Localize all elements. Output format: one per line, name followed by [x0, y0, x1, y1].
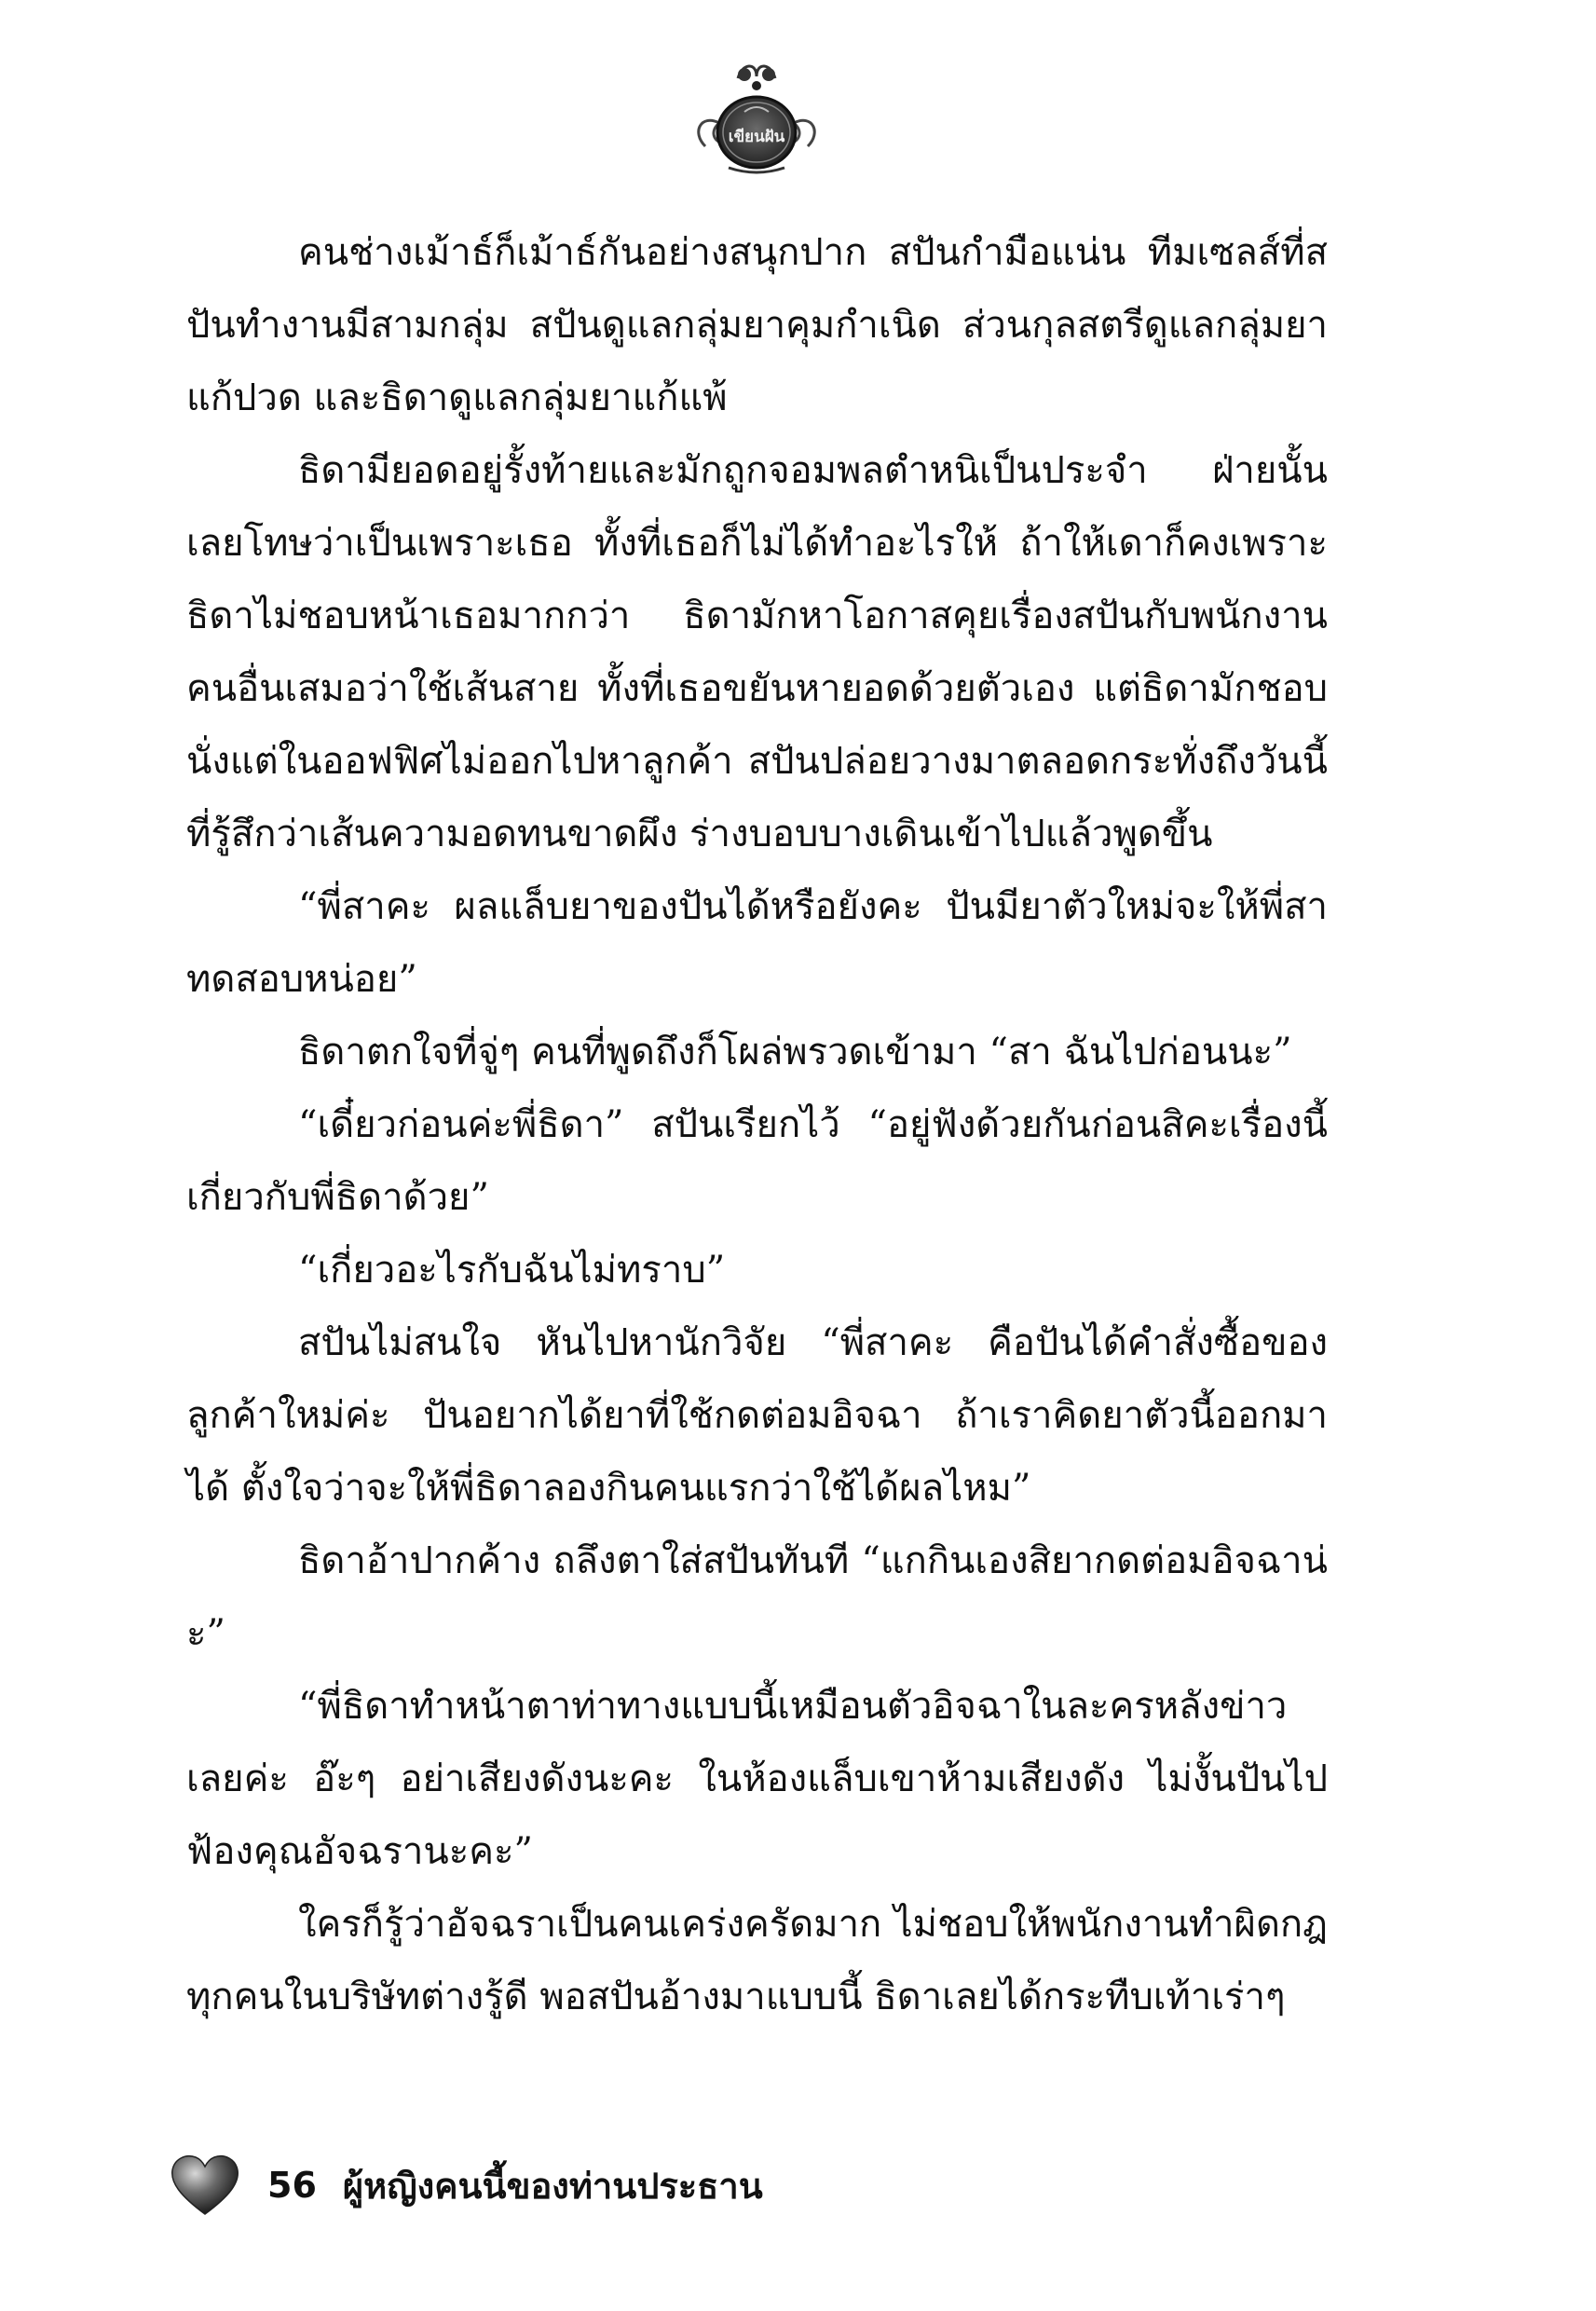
paragraph: คนช่างเม้าธ์ก็เม้าธ์กันอย่างสนุกปาก สปันกำมือแน่น ทีมเซลส์ที่สปันทำงานมีสามกลุ่ม สปันดูแลกลุ่มยาคุมกำเนิด ส่วนกุลสตรีดูแลกลุ่มยาแก้ปวด และธิดาดูแลกลุ่มยาแก้แพ้: [186, 231, 1328, 419]
page-footer: [171, 2148, 763, 2222]
paragraph: ใครก็รู้ว่าอัจฉราเป็นคนเคร่งครัดมาก ไม่ชอบให้พนักงานทำผิดกฎทุกคนในบริษัทต่างรู้ดี พอสปันอ้างมาแบบนี้ ธิดาเลยได้กระทืบเท้าเร่าๆ: [186, 1903, 1328, 2018]
paragraph: ธิดาตกใจที่จู่ๆ คนที่พูดถึงก็โผล่พรวดเข้ามา “สา ฉันไปก่อนนะ”: [298, 1031, 1292, 1073]
book-title: ผู้หญิงคนนี้ของท่านประธาน: [342, 2165, 763, 2207]
paragraph: “เดี๋ยวก่อนค่ะพี่ธิดา” สปันเรียกไว้ “อยู่ฟังด้วยกันก่อนสิคะเรื่องนี้เกี่ยวกับพี่ธิดาด้วย”: [186, 1103, 1328, 1219]
paragraph: “พี่ธิดาทำหน้าตาท่าทางแบบนี้เหมือนตัวอิจฉาในละครหลังข่าวเลยค่ะ อ๊ะๆ อย่าเสียงดังนะคะ ในห้องแล็บเขาห้ามเสียงดัง ไม่งั้นปันไปฟ้องคุณอัจฉรานะคะ”: [186, 1685, 1328, 1873]
heart-icon: [171, 2154, 239, 2216]
page-number: 56: [267, 2165, 317, 2206]
logo-text: เขียนฝัน: [728, 128, 785, 146]
paragraph: สปันไม่สนใจ หันไปหานักวิจัย “พี่สาคะ คือปันได้คำสั่งซื้อของลูกค้าใหม่ค่ะ ปันอยากได้ยาที่ใช้กดต่อมอิจฉา ถ้าเราคิดยาตัวนี้ออกมาได้ ตั้งใจว่าจะให้พี่ธิดาลองกินคนแรกว่าใช้ได้ผลไหม”: [186, 1321, 1328, 1510]
publisher-crest-logo: [687, 58, 826, 179]
paragraph: ธิดาอ้าปากค้าง ถลึงตาใส่สปันทันที “แกกินเองสิยากดต่อมอิจฉาน่ะ”: [186, 1539, 1328, 1655]
paragraph: ธิดามียอดอยู่รั้งท้ายและมักถูกจอมพลตำหนิเป็นประจำ ฝ่ายนั้นเลยโทษว่าเป็นเพราะเธอ ทั้งที่เธอก็ไม่ได้ทำอะไรให้ ถ้าให้เดาก็คงเพราะธิดาไม่ชอบหน้าเธอมากกว่า ธิดามักหาโอกาสคุยเรื่องสปันกับพนักงานคนอื่นเสมอว่าใช้เส้นสาย ทั้งที่เธอขยันหายอดด้วยตัวเอง แต่ธิดามักชอบนั่งแต่ในออฟฟิศไม่ออกไปหาลูกค้า สปันปล่อยวางมาตลอดกระทั่งถึงวันนี้ที่รู้สึกว่าเส้นความอดทนขาดผึง ร่างบอบบางเดินเข้าไปแล้วพูดขึ้น: [186, 449, 1328, 855]
body-text: [186, 216, 1328, 2136]
paragraph: “พี่สาคะ ผลแล็บยาของปันได้หรือยังคะ ปันมียาตัวใหม่จะให้พี่สาทดสอบหน่อย”: [186, 885, 1328, 1001]
paragraph: “เกี่ยวอะไรกับฉันไม่ทราบ”: [298, 1249, 726, 1292]
publisher-crest-logo-icon: [687, 58, 826, 179]
